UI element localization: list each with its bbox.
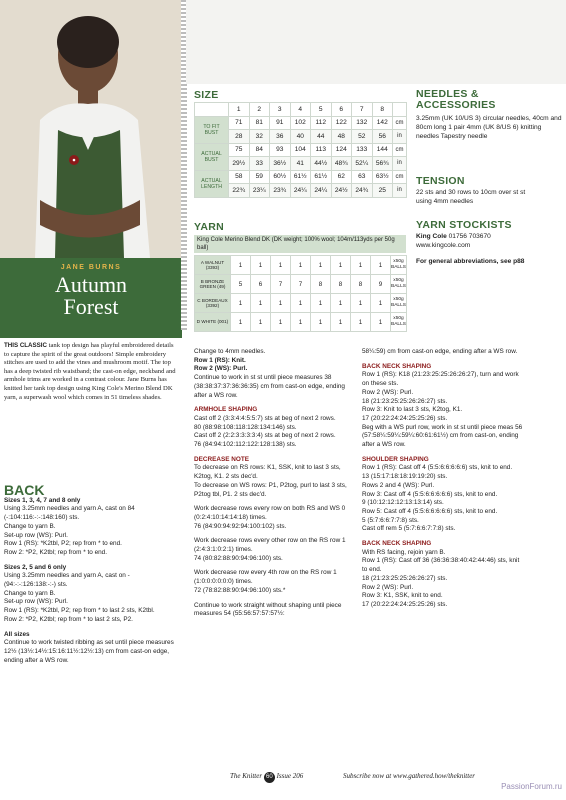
instruction: 5 (5:7:6:6:7:7:8) sts.: [362, 516, 419, 524]
stockists-heading: YARN STOCKISTS: [416, 219, 512, 231]
value-cell: 62: [331, 170, 352, 184]
value-cell: 7: [291, 275, 311, 294]
row-label: ACTUAL BUST: [195, 143, 229, 170]
yarn-label: C BORDEAUX (3392): [195, 294, 231, 313]
back-neck-shaping-heading: BACK NECK SHAPING: [362, 362, 432, 370]
value-cell: 5: [231, 275, 251, 294]
size-cell: 5: [311, 103, 332, 117]
value-cell: 1: [351, 313, 371, 332]
page-number: 60: [264, 772, 275, 783]
size-header-row: [195, 103, 407, 117]
tension-text: 22 sts and 30 rows to 10cm over st st using 4mm needles: [416, 189, 526, 205]
value-cell: 1: [331, 294, 351, 313]
value-cell: 22¾: [229, 184, 250, 198]
subscribe-note[interactable]: Subscribe now at www.gathered.how/theknitter: [343, 772, 476, 780]
size-cell: 4: [290, 103, 311, 117]
yarn-label: A WALNUT (3393): [195, 256, 231, 275]
instruction: Cast off 2 (3:3:4:4:5:5:7) sts at beg of next 2 rows.: [194, 414, 336, 422]
value-cell: 1: [291, 294, 311, 313]
instruction: 18 (21:23:25:25:26:26:27) sts.: [362, 397, 448, 405]
instruction: Continue to work in st st until piece measures 38 (38:38:37:37:36:36:35) cm from cast-on edge, ending after a WS row.: [194, 374, 345, 399]
yarn-heading: YARN: [194, 221, 224, 233]
yarn-label: D WHITE (001): [195, 313, 231, 332]
instruction: Continue to work straight without shaping until piece measures 54 (55:56:57:57:57½:: [194, 601, 342, 618]
value-cell: 60½: [270, 170, 291, 184]
corner-cell: [195, 103, 229, 117]
value-cell: 1: [251, 313, 271, 332]
sizes-group-2-title: Sizes 2, 5 and 6 only: [4, 563, 67, 571]
value-cell: 144: [372, 143, 393, 157]
instruction: Set-up row (WS): Purl.: [4, 531, 68, 539]
instruction: Row 2: *P2, K2tbl; rep from * to end.: [4, 548, 108, 556]
value-cell: 1: [371, 294, 391, 313]
magazine-name: The Knitter: [230, 772, 263, 780]
ball-unit: x50g BALLS: [391, 256, 407, 275]
value-cell: 122: [331, 116, 352, 130]
issue-number: Issue 206: [276, 772, 304, 780]
instruction: Change to yarn B.: [4, 589, 56, 597]
value-cell: 63½: [372, 170, 393, 184]
size-cell: 6: [331, 103, 352, 117]
unit-cell: cm: [393, 116, 407, 130]
value-cell: 113: [311, 143, 332, 157]
ball-unit: x50g BALLS: [391, 275, 407, 294]
value-cell: 75: [229, 143, 250, 157]
row-label: TO FIT BUST: [195, 116, 229, 143]
instruction: 13 (15:17:18:18:19:19:20) sts.: [362, 473, 448, 481]
instruction: Work decrease rows every row on both RS and WS 0 (0:2:4:10:14:14:18) times.: [194, 505, 346, 521]
instruction: Work decrease rows every other row on the RS row 1 (2:4:3:1:0:2:1) times.: [194, 537, 346, 554]
value-cell: 56¾: [372, 157, 393, 171]
unit-cell: [393, 103, 407, 117]
unit-cell: in: [393, 157, 407, 171]
instruction: Row 2 (WS): Purl.: [362, 583, 414, 591]
value-cell: 84: [249, 143, 270, 157]
title-line-1: Autumn: [54, 272, 128, 297]
tension-heading: TENSION: [416, 175, 465, 187]
size-table: [194, 102, 407, 198]
intro-paragraph: [0, 338, 182, 406]
instruction: Row 1 (RS): Cast off 4 (5:5:6:6:6:6:6) sts, knit to end.: [362, 464, 513, 472]
header-band: [186, 0, 566, 84]
value-cell: 6: [251, 275, 271, 294]
value-cell: 52: [352, 130, 373, 144]
yarn-row-a: [195, 256, 407, 275]
value-cell: 142: [372, 116, 393, 130]
value-cell: 1: [271, 313, 291, 332]
value-cell: 1: [291, 256, 311, 275]
value-cell: 1: [251, 256, 271, 275]
instruction: Set-up row (WS): Purl.: [4, 598, 68, 606]
value-cell: 1: [311, 294, 331, 313]
decrease-note-heading: DECREASE NOTE: [194, 455, 250, 463]
instruction: Row 1 (RS): *K2tbl, P2; rep from * to last 2 sts, K2tbl.: [4, 607, 155, 615]
intro-lead: THIS CLASSIC: [4, 342, 47, 349]
value-cell: 24¾: [352, 184, 373, 198]
size-cell: 3: [270, 103, 291, 117]
instructions-column-2: [194, 348, 358, 619]
value-cell: 56: [372, 130, 393, 144]
value-cell: 44½: [311, 157, 332, 171]
row-label: ACTUAL LENGTH: [195, 170, 229, 197]
needles-text: 3.25mm (UK 10/US 3) circular needles, 40cm and 80cm long 1 pair 4mm (UK 8/US 6) knitting needles Tapestry needle: [416, 115, 562, 140]
all-sizes-title: All sizes: [4, 630, 30, 638]
instruction: Row 1 (RS): Knit.: [194, 356, 246, 364]
value-cell: 32: [249, 130, 270, 144]
value-cell: 36½: [270, 157, 291, 171]
value-cell: 1: [371, 256, 391, 275]
unit-cell: in: [393, 130, 407, 144]
size-cell: 1: [229, 103, 250, 117]
instruction: Row 3: Cast off 4 (5:5:6:6:6:6:6) sts, knit to end.: [362, 490, 498, 498]
value-cell: 44: [311, 130, 332, 144]
instruction: Row 3: K1, SSK, knit to end.: [362, 592, 443, 600]
instruction: 76 (84:90:94:92:94:100:102) sts.: [194, 522, 287, 530]
stockists-section: [416, 221, 564, 266]
value-cell: 29½: [229, 157, 250, 171]
value-cell: 81: [249, 116, 270, 130]
value-cell: 1: [291, 313, 311, 332]
back-neck-shaping-heading-2: BACK NECK SHAPING: [362, 540, 432, 548]
instruction: Row 1 (RS): K18 (21:23:25:25:26:26:27), turn and work on these sts.: [362, 371, 519, 388]
intro-text: tank top design has playful embroidered details to capture the spirit of the great outdoors! Simple embroidery stitches are used to add the vines and mushroom motif. The top has a deep twisted rib waistband; the cast-on edge, neckband and armhole trims are worked in a contrast colour. Jane Burns has knitted her tank top design using King Cole's Merino Blend DK yarn, a superwash wool which comes in 51 timeless shades.: [4, 342, 176, 401]
value-cell: 1: [351, 256, 371, 275]
value-cell: 36: [270, 130, 291, 144]
instruction: Change to yarn B.: [4, 522, 56, 530]
stockist-line: [416, 232, 564, 241]
value-cell: 33: [249, 157, 270, 171]
value-cell: 1: [231, 256, 251, 275]
instruction: 76 (84:94:102:112:122:128:138) sts.: [194, 441, 297, 449]
size-cell: 8: [372, 103, 393, 117]
unit-cell: in: [393, 184, 407, 198]
instruction: To decrease on RS rows: K1, SSK, knit to last 3 sts, K2tog, K1. 2 sts dec'd.: [194, 464, 341, 481]
value-cell: 1: [231, 294, 251, 313]
size-cell: 7: [352, 103, 373, 117]
value-cell: 9: [371, 275, 391, 294]
needles-section: [416, 89, 564, 141]
instruction: Using 3.25mm needles and yarn A, cast on 84 (-:104:116:-:-:148:160) sts.: [4, 505, 135, 522]
value-cell: 102: [290, 116, 311, 130]
pattern-title: [0, 274, 182, 318]
instruction: To decrease on WS rows: P1, P2tog, purl to last 3 sts, P2tog tbl, P1. 2 sts dec'd.: [194, 481, 347, 498]
instruction: Rows 2 and 4 (WS): Purl.: [362, 481, 435, 489]
value-cell: 58: [229, 170, 250, 184]
title-line-2: Forest: [63, 294, 119, 319]
abbreviations-note: For general abbreviations, see p88: [416, 258, 525, 265]
sizes-group-1-title: Sizes 1, 3, 4, 7 and 8 only: [4, 496, 81, 504]
value-cell: 133: [352, 143, 373, 157]
yarn-table: [194, 255, 407, 332]
instruction: Cast off 2 (2:2:3:3:3:3:4) sts at beg of next 2 rows.: [194, 432, 336, 440]
value-cell: 28: [229, 130, 250, 144]
instruction: Continue to work twisted ribbing as set until piece measures 12½ (13½:14½:15:16:11½:12½:13) cm from cast-on edge, ending after a WS row.: [4, 639, 174, 664]
value-cell: 24½: [331, 184, 352, 198]
instruction: 17 (20:22:24:24:25:25:26) sts.: [362, 414, 448, 422]
value-cell: 52¼: [352, 157, 373, 171]
value-cell: 24¼: [311, 184, 332, 198]
yarn-row-b: [195, 275, 407, 294]
to-fit-bust-cm-row: [195, 116, 407, 130]
back-heading: BACK: [4, 482, 45, 498]
instruction: 72 (78:82:88:90:94:96:100) sts.*: [194, 586, 286, 594]
value-cell: 1: [271, 294, 291, 313]
yarn-row-c: [195, 294, 407, 313]
instruction: Beg with a WS purl row, work in st st until piece meas 56 (57:58¼:59¼:59¼:60:61:61½) cm from cast-on, ending after a WS row.: [362, 423, 523, 449]
instruction: Change to 4mm needles.: [194, 348, 266, 355]
value-cell: 1: [331, 313, 351, 332]
value-cell: 91: [270, 116, 291, 130]
value-cell: 1: [311, 313, 331, 332]
instruction: With RS facing, rejoin yarn B.: [362, 548, 446, 556]
instruction: Cast off rem 5 (5:7:6:6:7:7:8) sts.: [362, 525, 456, 533]
value-cell: 24¼: [290, 184, 311, 198]
instruction: Row 1 (RS): *K2tbl, P2; rep from * to end.: [4, 540, 122, 548]
yarn-description: King Cole Merino Blend DK (DK weight; 100% wool; 104m/113yds per 50g ball): [194, 235, 406, 253]
instruction: 74 (80:82:88:90:94:96:100) sts.: [194, 554, 283, 562]
value-cell: 25: [372, 184, 393, 198]
footer-left: [230, 772, 303, 783]
stockist-url[interactable]: www.kingcole.com: [416, 242, 471, 249]
value-cell: 132: [352, 116, 373, 130]
actual-length-cm-row: [195, 170, 407, 184]
instruction: 58¼:59) cm from cast-on edge, ending after a WS row.: [362, 348, 518, 355]
value-cell: 8: [351, 275, 371, 294]
stockist-name: King Cole: [416, 233, 447, 240]
value-cell: 1: [331, 256, 351, 275]
instruction: Row 2: *P2, K2tbl; rep from * to last 2 sts, P2.: [4, 615, 133, 623]
value-cell: 104: [290, 143, 311, 157]
unit-cell: cm: [393, 170, 407, 184]
model-photo: [0, 0, 182, 258]
value-cell: 1: [251, 294, 271, 313]
armhole-shaping-heading: ARMHOLE SHAPING: [194, 406, 258, 414]
value-cell: 1: [351, 294, 371, 313]
instruction: Work decrease row every 4th row on the RS row 1 (1:0:0:0:0:0:0) times.: [194, 569, 337, 586]
unit-cell: cm: [393, 143, 407, 157]
designer-name: JANE BURNS: [60, 264, 122, 271]
shoulder-shaping-heading: SHOULDER SHAPING: [362, 455, 429, 463]
back-column: [0, 482, 182, 665]
yarn-label: B BRONZE GREEN (49): [195, 275, 231, 294]
ball-unit: x50g BALLS: [391, 294, 407, 313]
ball-unit: x50g BALLS: [391, 313, 407, 332]
value-cell: 63: [352, 170, 373, 184]
value-cell: 1: [371, 313, 391, 332]
value-cell: 23¾: [270, 184, 291, 198]
value-cell: 1: [311, 256, 331, 275]
stockist-phone: 01756 703670: [448, 233, 491, 240]
actual-bust-cm-row: [195, 143, 407, 157]
value-cell: 59: [249, 170, 270, 184]
tension-section: [416, 177, 564, 206]
value-cell: 40: [290, 130, 311, 144]
size-heading: SIZE: [194, 89, 219, 101]
value-cell: 8: [331, 275, 351, 294]
value-cell: 1: [231, 313, 251, 332]
instruction: Row 2 (WS): Purl.: [194, 365, 248, 373]
watermark: PassionForum.ru: [501, 782, 562, 791]
value-cell: 93: [270, 143, 291, 157]
value-cell: 41: [290, 157, 311, 171]
needles-heading: NEEDLES & ACCESSORIES: [416, 88, 496, 111]
value-cell: 48¾: [331, 157, 352, 171]
instruction: Row 2 (WS): Purl.: [362, 388, 414, 396]
instruction: 9 (10:12:12:12:13:13:14) sts.: [362, 499, 444, 507]
value-cell: 8: [311, 275, 331, 294]
value-cell: 7: [271, 275, 291, 294]
value-cell: 124: [331, 143, 352, 157]
value-cell: 112: [311, 116, 332, 130]
instruction: 80 (88:98:108:118:128:134:146) sts.: [194, 423, 297, 431]
yarn-row-d: [195, 313, 407, 332]
value-cell: 61½: [311, 170, 332, 184]
instruction: Row 3: Knit to last 3 sts, K2tog, K1.: [362, 406, 463, 414]
value-cell: 71: [229, 116, 250, 130]
instruction: Using 3.25mm needles and yarn A, cast on - (94:-:-:126:138:-:-) sts.: [4, 572, 130, 589]
value-cell: 1: [271, 256, 291, 275]
value-cell: 48: [331, 130, 352, 144]
size-cell: 2: [249, 103, 270, 117]
instructions-column-3: [362, 348, 526, 610]
instruction: Row 1 (RS): Cast off 36 (36:36:38:40:42:44:46) sts, knit to end.: [362, 557, 520, 574]
value-cell: 61½: [290, 170, 311, 184]
instruction: 18 (21:23:25:25:26:26:27) sts.: [362, 574, 448, 582]
instruction: Row 5: Cast off 4 (5:5:6:6:6:6:6) sts, knit to end.: [362, 507, 498, 515]
instruction: 17 (20:22:24:24:25:25:26) sts.: [362, 600, 448, 608]
value-cell: 23¼: [249, 184, 270, 198]
